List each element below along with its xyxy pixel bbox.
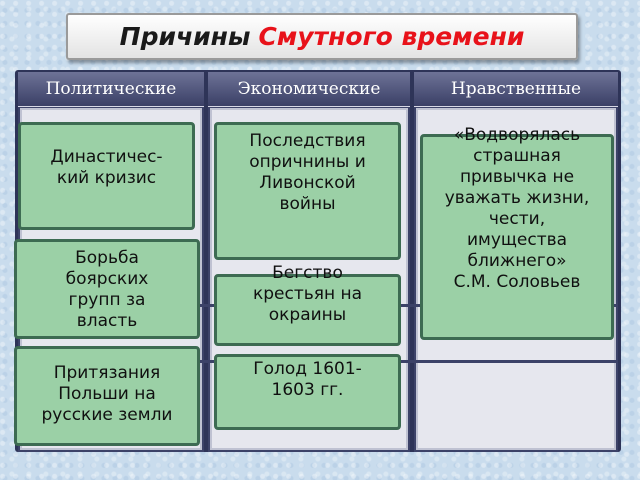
header-moral: Нравственные <box>414 72 618 107</box>
card-text: Династичес- кий кризис <box>50 147 163 188</box>
card-dynastic-crisis <box>18 122 195 230</box>
card-text: Бегство крестьян на окраины <box>252 263 363 325</box>
card-boyar-struggle <box>14 239 200 339</box>
card-oprichnina-consequences <box>214 122 401 260</box>
header-political: Политические <box>18 72 204 107</box>
card-poland-claims <box>14 346 200 446</box>
title-part-1: Причины <box>119 22 251 51</box>
card-soloviev-quote <box>420 125 614 340</box>
card-text: Последствия опричнины и Ливонской войны <box>249 131 366 214</box>
slide-title <box>66 13 578 60</box>
card-famine <box>214 354 401 430</box>
card-text: Притязания Польши на русские земли <box>41 363 173 425</box>
card-text: «Водворялась страшная привычка не уважать жизни, чести, имущества ближнего» С.М. Соловьев <box>444 125 590 292</box>
card-peasant-flight <box>214 263 401 346</box>
header-economic: Экономические <box>208 72 410 107</box>
card-text: Голод 1601- 1603 гг. <box>253 359 362 400</box>
title-part-2: Смутного времени <box>258 22 525 51</box>
card-text: Борьба боярских групп за власть <box>65 248 149 331</box>
